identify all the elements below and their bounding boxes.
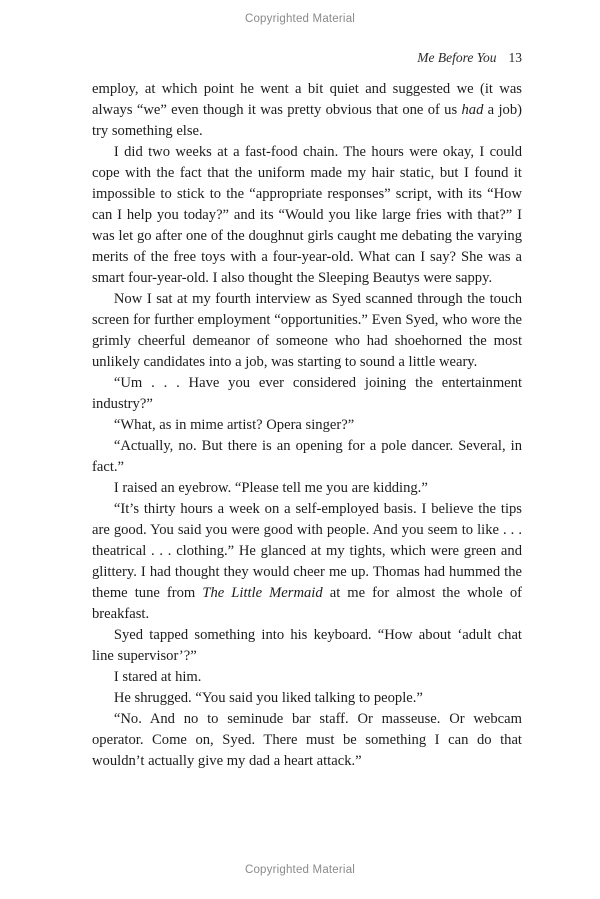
paragraph [92, 415, 522, 436]
copyright-notice-bottom: Copyrighted Material [244, 864, 356, 876]
paragraph [92, 436, 522, 478]
paragraph [92, 499, 522, 625]
text-segment: “What, as in mime artist? Opera singer?” [113, 417, 355, 433]
paragraph [92, 142, 522, 289]
italic-text: The Little Mermaid [202, 585, 323, 601]
paragraph [92, 688, 522, 709]
paragraph [92, 289, 522, 373]
text-segment: I raised an eyebrow. “Please tell me you are kidding.” [113, 480, 428, 496]
copyright-notice-top: Copyrighted Material [244, 13, 356, 25]
text-segment: I stared at him. [113, 669, 202, 685]
text-segment: Syed tapped something into his keyboard. “How about ‘adult chat line supervisor’?” [92, 627, 522, 664]
paragraph [92, 625, 522, 667]
italic-text: had [461, 102, 484, 118]
body-text [92, 79, 522, 772]
text-segment: He shrugged. “You said you liked talking to people.” [113, 690, 423, 706]
text-segment: a job) try something else. [92, 102, 522, 139]
paragraph [92, 709, 522, 772]
paragraph [92, 478, 522, 499]
book-title: Me Before You [417, 50, 497, 65]
text-segment: I did two weeks at a fast-food chain. The hours were okay, I could cope with the fact that the uniform made my hair static, but I found it impossible to stick to the “appropriate responses” script, with its “How can I help you today?” and its “Would you like large fries with that?” I was let go after one of the doughnut girls caught me debating the varying merits of the free toys with a four-year-old. What can I say? She was a smart four-year-old. I also thought the Sleeping Beautys were sappy. [92, 144, 522, 286]
paragraph [92, 373, 522, 415]
paragraph [92, 667, 522, 688]
text-segment: Now I sat at my fourth interview as Syed scanned through the touch screen for further employment “opportunities.” Even Syed, who wore the grimly cheerful demeanor of someone who had shoehorned the most unlikely candidates into a job, was starting to sound a little weary. [92, 291, 522, 370]
text-segment: “Actually, no. But there is an opening for a pole dancer. Several, in fact.” [92, 438, 522, 475]
text-segment: “No. And no to seminude bar staff. Or masseuse. Or webcam operator. Come on, Syed. There must be something I can do that wouldn’t actually give my dad a heart attack.” [92, 711, 522, 769]
text-segment: at me for almost the whole of breakfast. [92, 585, 522, 622]
page-number: 13 [508, 50, 522, 65]
paragraph [92, 79, 522, 142]
text-segment: “Um . . . Have you ever considered joining the entertainment industry?” [92, 375, 522, 412]
text-segment: “It’s thirty hours a week on a self-employed basis. I believe the tips are good. You said you were good with people. And you seem to like . . . theatrical . . . clothing.” He glanced at my tights, which were green and glittery. I had thought they would cheer me up. Thomas had hummed the theme tune from [92, 501, 522, 601]
running-header [417, 50, 522, 66]
text-segment: employ, at which point he went a bit quiet and suggested we (it was always “we” even though it was pretty obvious that one of us [92, 81, 522, 118]
